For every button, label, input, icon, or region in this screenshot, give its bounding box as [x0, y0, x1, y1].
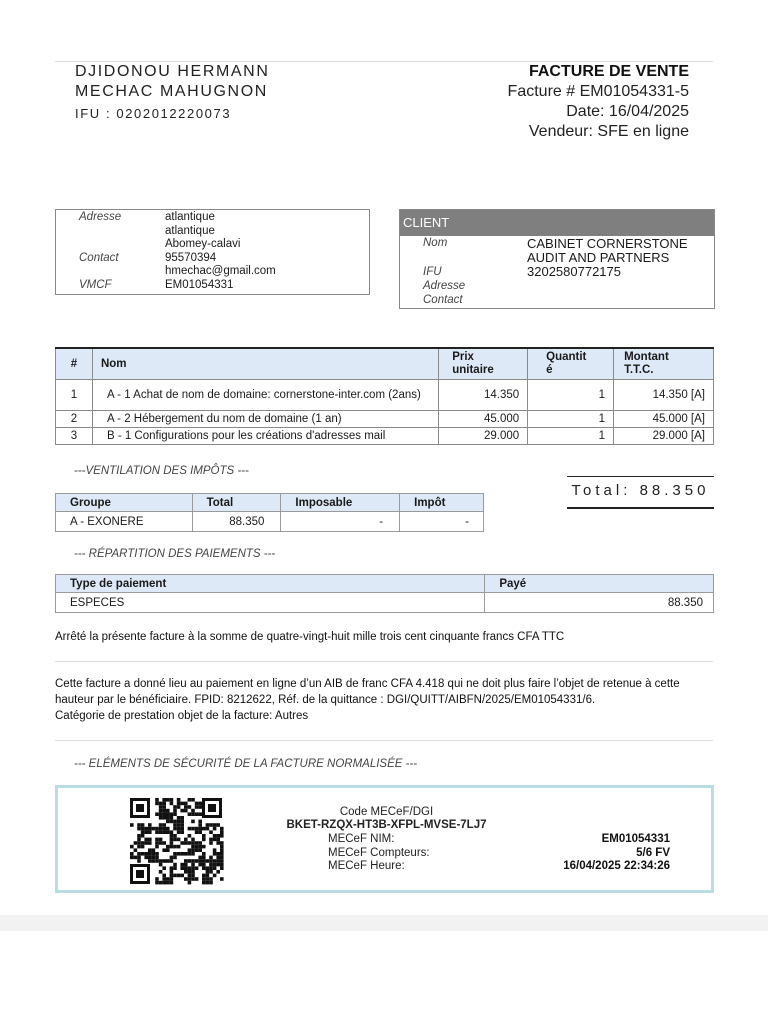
- payments-header-row: [56, 575, 714, 593]
- row-amount: 29.000 [A]: [614, 428, 714, 445]
- info-label: Adresse: [79, 211, 122, 223]
- qr-module: [195, 859, 199, 863]
- qr-module: [188, 841, 192, 845]
- qr-module: [148, 852, 152, 856]
- qr-module: [152, 859, 156, 863]
- seller-name: [75, 62, 270, 102]
- qr-module: [213, 848, 217, 852]
- qr-module: [170, 870, 174, 874]
- col-header-quantity: Quantit é: [528, 348, 614, 380]
- qr-module: [173, 874, 177, 878]
- qr-module: [220, 852, 224, 856]
- qr-module: [213, 866, 217, 870]
- qr-module: [202, 856, 206, 860]
- qr-module: [206, 874, 210, 878]
- mecef-counters-value: 5/6 FV: [636, 847, 670, 859]
- qr-module: [134, 841, 138, 845]
- qr-module: [162, 874, 166, 878]
- items-header-row: [56, 348, 714, 380]
- qr-module: [148, 859, 152, 863]
- qr-module: [162, 798, 166, 802]
- qr-module: [159, 870, 163, 874]
- invoice-header: [508, 62, 689, 142]
- qr-module: [220, 834, 224, 838]
- row-quantity: 1: [528, 411, 614, 428]
- total-amount: Total: 88.350: [567, 476, 714, 509]
- qr-module: [202, 845, 206, 849]
- qr-module: [166, 798, 170, 802]
- qr-module: [216, 838, 220, 842]
- qr-module: [170, 798, 174, 802]
- qr-module: [220, 845, 224, 849]
- row-amount: 45.000 [A]: [614, 411, 714, 428]
- invoice-number: Facture # EM01054331-5: [507, 83, 689, 100]
- table-row: [56, 428, 714, 445]
- aib-note-line2: hauteur par le bénéficiaire. FPID: 8212622, Réf. de la quittance : DGI/QUITT/AIBFN/2025/EM01054331/6.: [55, 694, 596, 706]
- client-ifu-label: IFU: [423, 266, 442, 278]
- invoice-date: Date: 16/04/2025: [566, 103, 689, 120]
- qr-module: [170, 877, 174, 881]
- qr-module: [195, 845, 199, 849]
- qr-module: [159, 841, 163, 845]
- qr-module: [159, 863, 163, 867]
- qr-module: [137, 856, 141, 860]
- qr-module: [166, 859, 170, 863]
- qr-module: [202, 877, 206, 881]
- qr-module: [166, 845, 170, 849]
- tax-total: 88.350: [192, 512, 281, 532]
- row-price: 14.350: [439, 380, 528, 411]
- client-box: [399, 209, 715, 309]
- qr-module: [148, 856, 152, 860]
- security-box: [55, 785, 714, 893]
- row-name: A - 1 Achat de nom de domaine: cornerstone-inter.com (2ans): [92, 380, 438, 411]
- qr-module: [155, 856, 159, 860]
- qr-module: [137, 834, 141, 838]
- col-header-price: Prix unitaire: [439, 348, 528, 380]
- qr-module: [216, 841, 220, 845]
- qr-module: [202, 838, 206, 842]
- qr-module: [184, 802, 188, 806]
- seller-info-box: [55, 209, 370, 295]
- qr-module: [159, 838, 163, 842]
- divider: [55, 740, 713, 741]
- qr-module: [141, 852, 145, 856]
- qr-module: [216, 870, 220, 874]
- qr-module: [170, 859, 174, 863]
- qr-module: [173, 838, 177, 842]
- qr-module: [220, 866, 224, 870]
- qr-module: [198, 841, 202, 845]
- row-number: 2: [56, 411, 93, 428]
- qr-module: [177, 874, 181, 878]
- mecef-code-label: Code MECeF/DGI: [339, 806, 434, 818]
- col-header-name: Nom: [92, 348, 438, 380]
- qr-module: [206, 859, 210, 863]
- qr-module: [144, 852, 148, 856]
- qr-module: [198, 863, 202, 867]
- row-quantity: 1: [528, 428, 614, 445]
- qr-module: [213, 838, 217, 842]
- qr-module: [166, 877, 170, 881]
- qr-module: [170, 866, 174, 870]
- table-row: [56, 593, 714, 613]
- qr-module: [155, 852, 159, 856]
- qr-module: [209, 870, 213, 874]
- qr-module: [209, 841, 213, 845]
- qr-module: [188, 870, 192, 874]
- tax-col-taxable: Imposable: [281, 494, 400, 512]
- qr-module: [144, 856, 148, 860]
- qr-module: [134, 848, 138, 852]
- qr-module: [177, 838, 181, 842]
- qr-module: [216, 856, 220, 860]
- qr-module: [216, 863, 220, 867]
- row-name: B - 1 Configurations pour les créations d'adresses mail: [92, 428, 438, 445]
- info-label: VMCF: [79, 278, 112, 291]
- qr-module: [191, 852, 195, 856]
- qr-module: [188, 866, 192, 870]
- qr-module: [191, 859, 195, 863]
- pay-col-paid: Payé: [485, 575, 714, 593]
- qr-module: [173, 834, 177, 838]
- qr-module: [198, 856, 202, 860]
- qr-module: [213, 874, 217, 878]
- qr-module: [180, 841, 184, 845]
- qr-module: [213, 834, 217, 838]
- qr-module: [141, 845, 145, 849]
- table-row: [56, 411, 714, 428]
- qr-module: [155, 841, 159, 845]
- qr-module: [198, 802, 202, 806]
- qr-module: [152, 852, 156, 856]
- info-value: atlantique: [165, 211, 215, 223]
- qr-module: [202, 852, 206, 856]
- qr-module: [220, 848, 224, 852]
- qr-module: [180, 852, 184, 856]
- qr-module: [170, 845, 174, 849]
- invoice-vendor: Vendeur: SFE en ligne: [528, 123, 689, 140]
- qr-module: [202, 881, 206, 885]
- qr-module: [198, 859, 202, 863]
- row-price: 45.000: [439, 411, 528, 428]
- qr-module: [195, 841, 199, 845]
- divider: [55, 661, 713, 662]
- tax-amount: -: [400, 512, 484, 532]
- mecef-counters-label: MECeF Compteurs:: [328, 847, 430, 859]
- info-value: 95570394: [165, 251, 217, 264]
- qr-module: [220, 877, 224, 881]
- qr-module: [137, 841, 141, 845]
- qr-module: [162, 881, 166, 885]
- qr-module: [184, 866, 188, 870]
- qr-module: [188, 852, 192, 856]
- qr-module: [144, 838, 148, 842]
- mecef-nim-label: MECeF NIM:: [328, 833, 395, 845]
- qr-module: [202, 859, 206, 863]
- row-amount: 14.350 [A]: [614, 380, 714, 411]
- qr-module: [220, 863, 224, 867]
- qr-module: [166, 848, 170, 852]
- qr-module: [148, 838, 152, 842]
- seller-ifu: IFU : 0202012220073: [75, 106, 232, 121]
- qr-module: [173, 852, 177, 856]
- client-nom-line1: CABINET CORNERSTONE: [527, 236, 688, 251]
- qr-module: [177, 798, 181, 802]
- qr-module: [188, 798, 192, 802]
- info-value: EM01054331: [165, 278, 234, 291]
- qr-module: [170, 881, 174, 885]
- qr-module: [202, 874, 206, 878]
- col-header-amount: Montant T.T.C.: [614, 348, 714, 380]
- qr-module: [195, 877, 199, 881]
- qr-module: [152, 856, 156, 860]
- qr-module: [137, 838, 141, 842]
- qr-module: [188, 877, 192, 881]
- qr-module: [206, 866, 210, 870]
- qr-module: [188, 874, 192, 878]
- seller-name-line2: MECHAC MAHUGNON: [75, 83, 268, 100]
- info-value: atlantique: [165, 224, 215, 237]
- payment-type: ESPECES: [56, 593, 485, 613]
- aib-note: [55, 676, 715, 724]
- qr-module: [206, 877, 210, 881]
- qr-module: [220, 856, 224, 860]
- client-header: CLIENT: [400, 210, 714, 236]
- row-number: 1: [56, 380, 93, 411]
- seller-name-line1: DJIDONOU HERMANN: [75, 63, 270, 80]
- tax-col-tax: Impôt: [400, 494, 484, 512]
- qr-module: [191, 798, 195, 802]
- qr-module: [184, 877, 188, 881]
- qr-module: [170, 802, 174, 806]
- qr-module: [162, 841, 166, 845]
- qr-module: [155, 859, 159, 863]
- qr-module: [220, 841, 224, 845]
- security-section-title: --- ELÉMENTS DE SÉCURITÉ DE LA FACTURE NORMALISÉE ---: [74, 758, 418, 770]
- tax-group: A - EXONERE: [56, 512, 193, 532]
- table-row: [56, 512, 484, 532]
- qr-module: [198, 848, 202, 852]
- qr-module: [173, 863, 177, 867]
- pay-col-type: Type de paiement: [56, 575, 485, 593]
- aib-note-line1: Cette facture a donné lieu au paiement en ligne d’un AIB de franc CFA 4.418 qui ne doit plus faire l’objet de retenue à cette: [55, 678, 680, 690]
- qr-module: [195, 848, 199, 852]
- qr-module: [137, 852, 141, 856]
- qr-module: [206, 881, 210, 885]
- qr-module: [148, 841, 152, 845]
- qr-module: [184, 838, 188, 842]
- qr-module: [180, 863, 184, 867]
- qr-module: [155, 877, 159, 881]
- qr-module: [170, 838, 174, 842]
- col-header-number: #: [56, 348, 93, 380]
- qr-module: [130, 845, 134, 849]
- payment-paid: 88.350: [485, 593, 714, 613]
- qr-module: [159, 802, 163, 806]
- qr-module: [166, 881, 170, 885]
- qr-module: [170, 856, 174, 860]
- qr-module: [177, 845, 181, 849]
- tax-table: [55, 493, 484, 532]
- service-category: Catégorie de prestation objet de la facture: Autres: [55, 710, 309, 722]
- tax-col-total: Total: [192, 494, 281, 512]
- qr-module: [130, 856, 134, 860]
- qr-module: [188, 848, 192, 852]
- qr-module: [191, 870, 195, 874]
- qr-module: [213, 852, 217, 856]
- qr-module: [209, 856, 213, 860]
- qr-module: [191, 841, 195, 845]
- client-nom-line2: AUDIT AND PARTNERS: [527, 250, 670, 265]
- qr-module: [155, 802, 159, 806]
- mecef-time-value: 16/04/2025 22:34:26: [563, 860, 670, 872]
- row-name: A - 2 Hébergement du nom de domaine (1 an): [92, 411, 438, 428]
- qr-module: [220, 859, 224, 863]
- qr-module: [184, 852, 188, 856]
- tax-section-title: ---VENTILATION DES IMPÔTS ---: [74, 465, 249, 477]
- client-ifu-value: 3202580772175: [527, 264, 621, 279]
- page-background: [0, 915, 768, 1024]
- qr-module: [173, 856, 177, 860]
- qr-module: [188, 834, 192, 838]
- qr-module: [213, 863, 217, 867]
- info-label: Contact: [79, 251, 119, 264]
- qr-module: [209, 866, 213, 870]
- amount-in-words: Arrêté la présente facture à la somme de quatre-vingt-huit mille trois cent cinquante francs CFA TTC: [55, 631, 565, 643]
- mecef-time-label: MECeF Heure:: [328, 860, 405, 872]
- qr-module: [206, 870, 210, 874]
- payments-table: [55, 574, 714, 613]
- qr-module: [188, 859, 192, 863]
- qr-module: [191, 838, 195, 842]
- qr-module: [188, 881, 192, 885]
- qr-module: [177, 852, 181, 856]
- qr-module: [177, 802, 181, 806]
- qr-module: [159, 859, 163, 863]
- qr-module: [162, 859, 166, 863]
- qr-module: [209, 838, 213, 842]
- qr-module: [141, 834, 145, 838]
- row-quantity: 1: [528, 380, 614, 411]
- client-adresse-label: Adresse: [423, 280, 466, 292]
- qr-module: [198, 845, 202, 849]
- qr-module: [137, 845, 141, 849]
- qr-module: [137, 859, 141, 863]
- qr-module: [180, 874, 184, 878]
- qr-module: [195, 802, 199, 806]
- qr-module: [191, 848, 195, 852]
- row-price: 29.000: [439, 428, 528, 445]
- qr-module: [202, 866, 206, 870]
- qr-module: [152, 848, 156, 852]
- qr-module: [191, 845, 195, 849]
- tax-header-row: [56, 494, 484, 512]
- qr-module: [216, 834, 220, 838]
- invoice-title: FACTURE DE VENTE: [528, 63, 689, 80]
- qr-module: [191, 863, 195, 867]
- qr-module: [173, 845, 177, 849]
- client-contact-label: Contact: [423, 294, 463, 306]
- qr-module: [184, 870, 188, 874]
- qr-module: [173, 866, 177, 870]
- qr-module: [209, 859, 213, 863]
- qr-module: [216, 852, 220, 856]
- tax-col-group: Groupe: [56, 494, 193, 512]
- info-value: Abomey-calavi: [165, 238, 241, 250]
- items-table: [55, 347, 714, 445]
- info-value: hmechac@gmail.com: [165, 265, 276, 277]
- qr-module: [191, 866, 195, 870]
- qr-module: [202, 863, 206, 867]
- qr-module: [216, 859, 220, 863]
- qr-module: [184, 863, 188, 867]
- qr-module: [170, 874, 174, 878]
- qr-module: [195, 866, 199, 870]
- qr-module: [180, 866, 184, 870]
- qr-module: [155, 798, 159, 802]
- qr-module: [162, 802, 166, 806]
- qr-module: [202, 834, 206, 838]
- client-nom-label: Nom: [423, 237, 448, 249]
- qr-module: [148, 848, 152, 852]
- qr-module: [180, 802, 184, 806]
- mecef-code-value: BKET-RZQX-HT3B-XFPL-MVSE-7LJ7: [286, 819, 487, 831]
- qr-module: [155, 881, 159, 885]
- qr-module: [184, 859, 188, 863]
- qr-module: [209, 877, 213, 881]
- qr-module: [159, 881, 163, 885]
- qr-module: [184, 841, 188, 845]
- qr-module: [162, 877, 166, 881]
- qr-module: [191, 877, 195, 881]
- qr-module: [130, 852, 134, 856]
- qr-module: [170, 834, 174, 838]
- row-number: 3: [56, 428, 93, 445]
- qr-module: [209, 863, 213, 867]
- qr-module: [162, 866, 166, 870]
- payments-section-title: --- RÉPARTITION DES PAIEMENTS ---: [74, 548, 276, 560]
- qr-module: [155, 838, 159, 842]
- mecef-nim-value: EM01054331: [601, 833, 670, 845]
- table-row: [56, 380, 714, 411]
- qr-module: [170, 841, 174, 845]
- qr-module: [134, 856, 138, 860]
- qr-module: [213, 859, 217, 863]
- qr-module: [141, 841, 145, 845]
- tax-taxable: -: [281, 512, 400, 532]
- qr-module: [209, 881, 213, 885]
- qr-module: [162, 848, 166, 852]
- qr-module: [155, 845, 159, 849]
- qr-module: [191, 874, 195, 878]
- qr-module: [144, 841, 148, 845]
